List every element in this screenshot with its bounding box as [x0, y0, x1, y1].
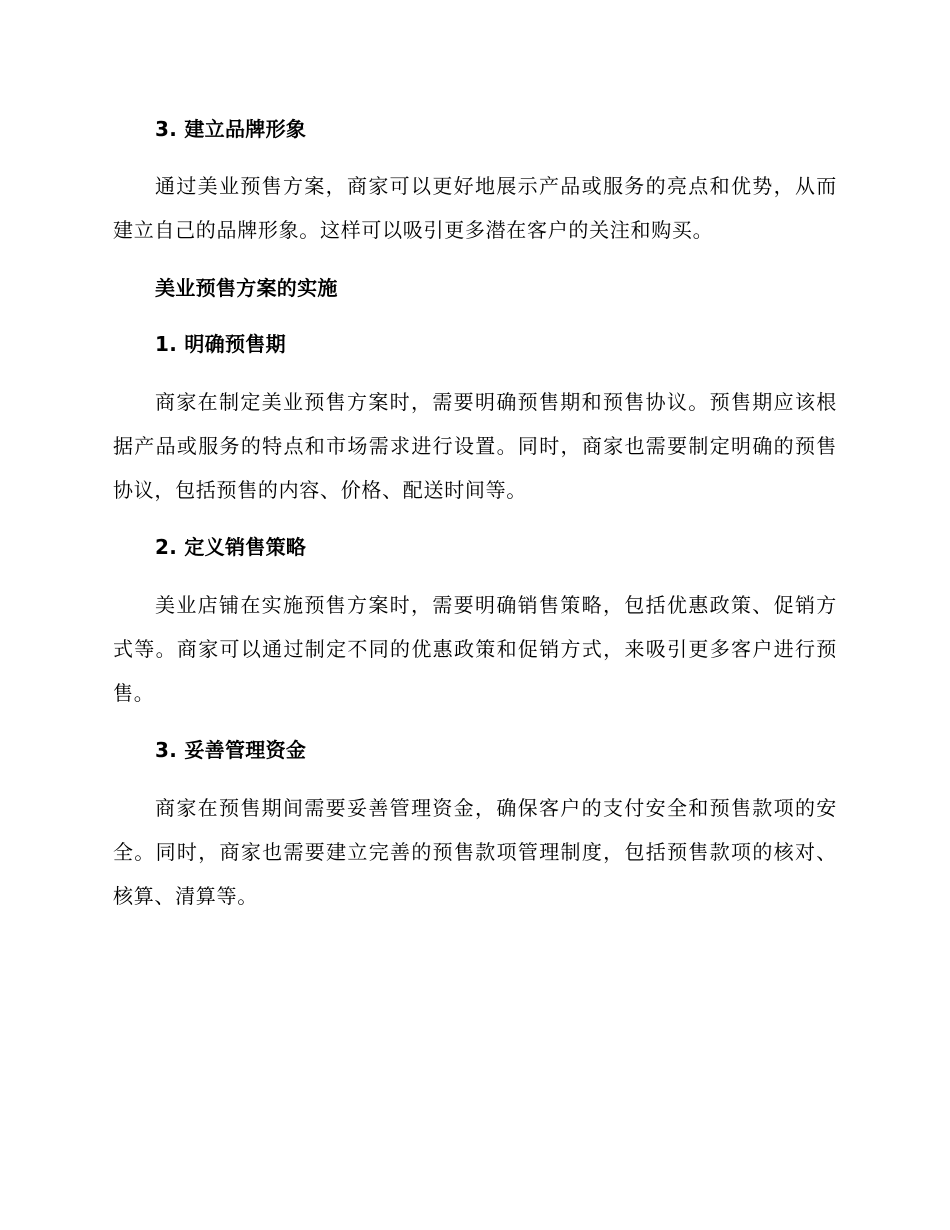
paragraph-fund-management: 商家在预售期间需要妥善管理资金，确保客户的支付安全和预售款项的安全。同时，商家也需要建立完善的预售款项管理制度，包括预售款项的核对、核算、清算等。 [113, 796, 837, 908]
section-heading-sales-strategy: 2. 定义销售策略 [155, 535, 307, 559]
section-heading-presale-period: 1. 明确预售期 [155, 332, 286, 356]
document-body [113, 108, 837, 918]
paragraph-presale-period: 商家在制定美业预售方案时，需要明确预售期和预售协议。预售期应该根据产品或服务的特点和市场需求进行设置。同时，商家也需要制定明确的预售协议，包括预售的内容、价格、配送时间等。 [113, 390, 837, 502]
paragraph-brand-image: 通过美业预售方案，商家可以更好地展示产品或服务的亮点和优势，从而建立自己的品牌形象。这样可以吸引更多潜在客户的关注和购买。 [113, 174, 837, 242]
section-heading-implementation: 美业预售方案的实施 [155, 276, 338, 300]
section-heading-brand-image: 3. 建立品牌形象 [155, 117, 307, 141]
section-heading-fund-management: 3. 妥善管理资金 [155, 738, 307, 762]
paragraph-sales-strategy: 美业店铺在实施预售方案时，需要明确销售策略，包括优惠政策、促销方式等。商家可以通过制定不同的优惠政策和促销方式，来吸引更多客户进行预售。 [113, 593, 837, 705]
